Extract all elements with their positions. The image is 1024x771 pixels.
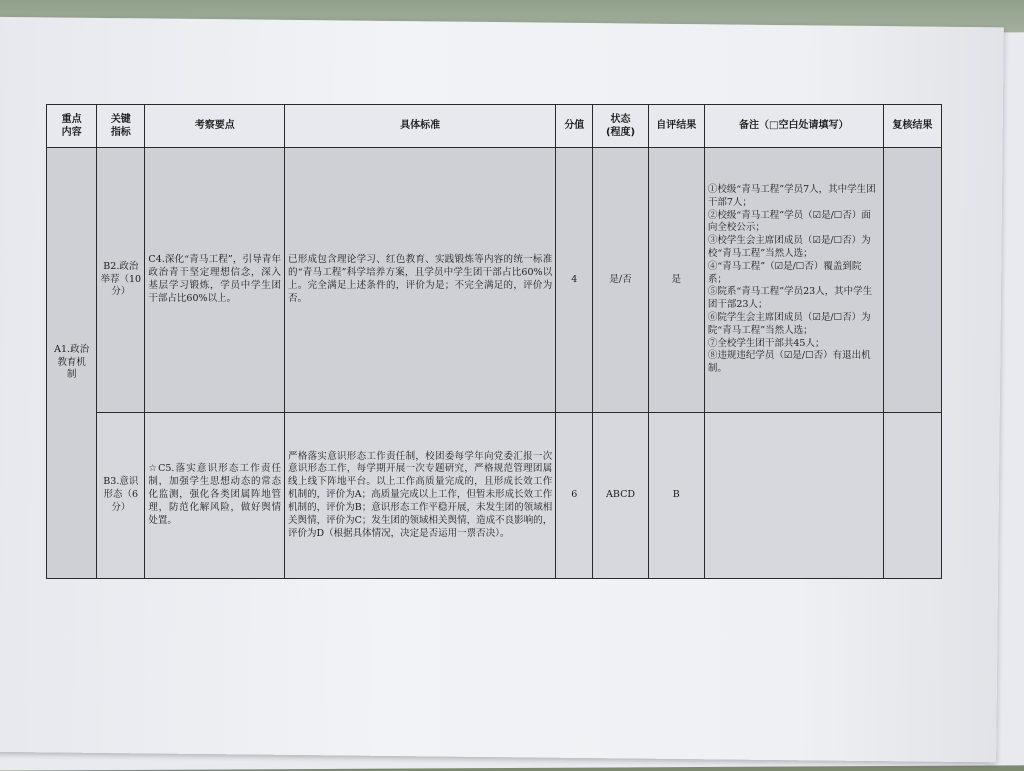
indicator-cell: B2.政治举荐（10分） — [97, 148, 145, 413]
review-cell — [883, 148, 941, 413]
score-cell: 6 — [556, 413, 593, 579]
header-state: 状态 (程度) — [593, 105, 648, 148]
remark-line: ⑥院学生会主席团成员（☑是/☐否）为院“青马工程”当然人选； — [707, 312, 871, 336]
state-cell: 是/否 — [593, 148, 648, 413]
header-self-eval: 自评结果 — [648, 105, 704, 148]
header-key-point: 考察要点 — [145, 105, 285, 148]
evaluation-table-container — [46, 104, 942, 579]
header-remarks: 备注（□空白处请填写） — [704, 105, 883, 148]
evaluation-table — [46, 104, 942, 579]
header-review: 复核结果 — [883, 105, 941, 148]
key-point-cell: ☆C5.落实意识形态工作责任制，加强学生思想动态的常态化监测，强化各类团属阵地管理，防范化解风险，做好舆情处置。 — [145, 413, 285, 579]
remark-line: ⑧违规违纪学员（☑是/☐否）有退出机制。 — [707, 350, 871, 375]
table-row — [47, 413, 942, 579]
table-row — [47, 148, 942, 413]
indicator-cell: B3.意识形态（6分） — [97, 413, 145, 579]
score-cell: 4 — [556, 148, 593, 413]
remark-line: ②校级“青马工程”学员（☑是/☐否）面向全校公示； — [707, 209, 871, 234]
remark-line: ④“青马工程”（☑是/☐否）覆盖到院系； — [707, 260, 862, 285]
state-cell: ABCD — [593, 413, 648, 579]
header-key-indicator: 关键 指标 — [97, 105, 145, 148]
remark-line: ⑤院系“青马工程”学员23人，其中学生团干部23人； — [707, 286, 873, 311]
key-point-cell: C4.深化“青马工程”，引导青年政治青干坚定理想信念，深入基层学习锻炼，学员中学生团干部占比60%以上。 — [145, 148, 285, 413]
remarks-cell — [704, 413, 883, 579]
remark-line: ①校级“青马工程”学员7人，其中学生团干部7人； — [707, 183, 876, 208]
section-label: A1.政治教育机制 — [47, 148, 97, 579]
header-key-content: 重点 内容 — [47, 105, 97, 148]
self-eval-cell: 是 — [648, 148, 704, 413]
review-cell — [883, 413, 941, 579]
self-eval-cell: B — [648, 413, 704, 579]
remark-line: ⑦全校学生团干部共45人； — [707, 337, 825, 349]
remark-line: ③校学生会主席团成员（☑是/☐否）为校“青马工程”当然人选； — [707, 235, 871, 259]
table-header-row — [47, 105, 942, 148]
remarks-cell — [704, 148, 883, 413]
header-standard: 具体标准 — [285, 105, 556, 148]
standard-cell: 严格落实意识形态工作责任制，校团委每学年向党委汇报一次意识形态工作，每学期开展一次专题研究，严格规范管理团属线上线下阵地平台。以上工作高质量完成的，且形成长效工作机制的，评价为A；高质量完成以上工作，但暂未形成长效工作机制的，评价为B；意识形态工作平稳开展，未发生团的领域相关舆情，评价为C；发生团的领域相关舆情，造成不良影响的，评价为D（根据具体情况，决定是否运用一票否决）。 — [285, 413, 556, 579]
header-score: 分值 — [556, 105, 593, 148]
standard-cell: 已形成包含理论学习、红色教育、实践锻炼等内容的统一标准的“青马工程”科学培养方案，且学员中学生团干部占比60%以上。完全满足上述条件的，评价为是；不完全满足的，评价为否。 — [285, 148, 556, 413]
